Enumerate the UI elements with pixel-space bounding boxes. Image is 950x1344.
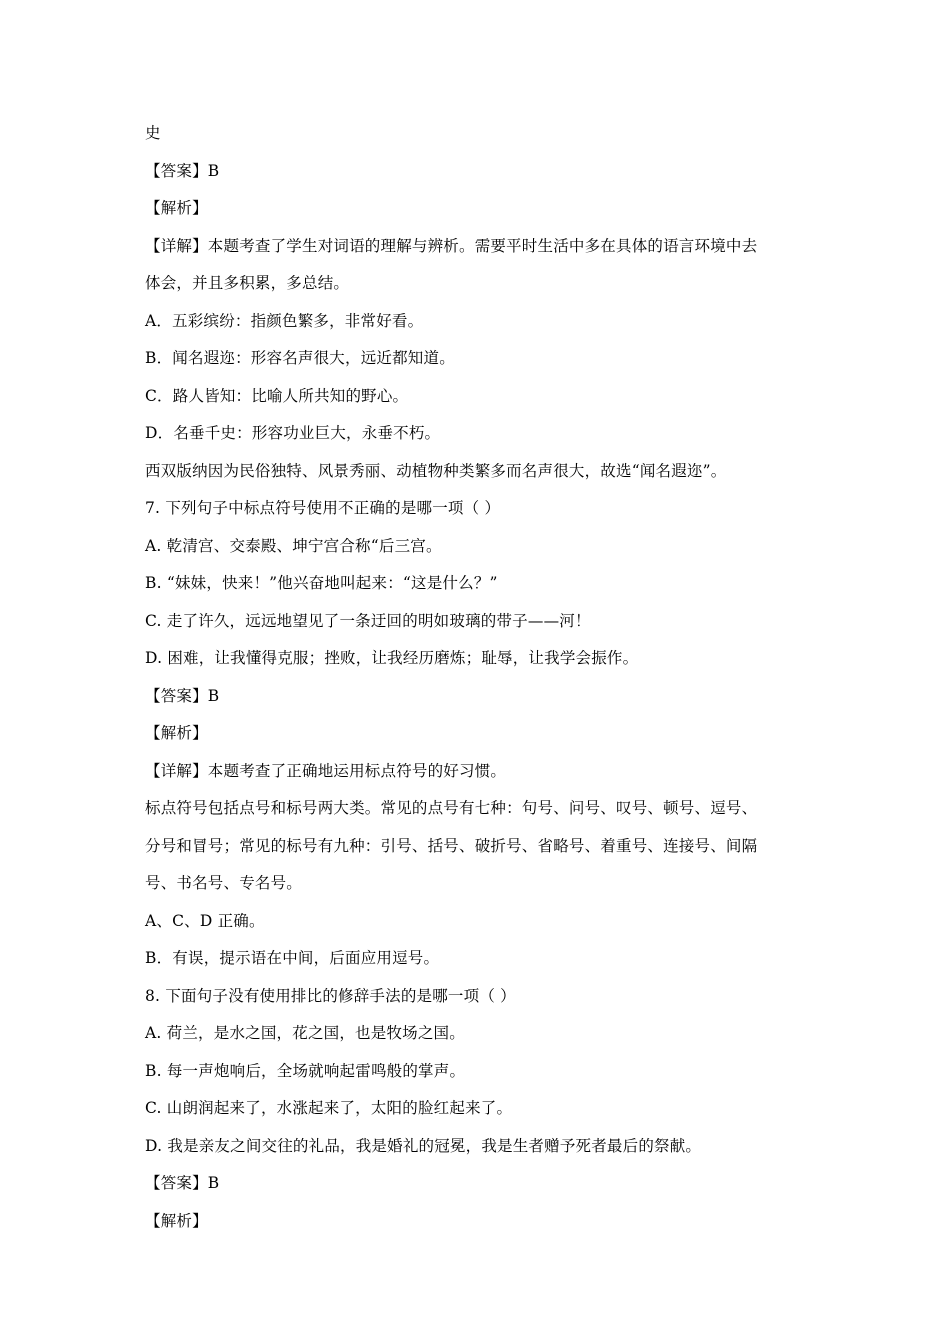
- q8-option-a: A. 荷兰，是水之国，花之国，也是牧场之国。: [145, 1024, 465, 1042]
- q6-analysis-label: 【解析】: [145, 199, 208, 217]
- q7-analysis-label: 【解析】: [145, 724, 208, 742]
- q8-analysis-label: 【解析】: [145, 1212, 208, 1230]
- q7-option-a: A. 乾清宫、交泰殿、坤宁宫合称“后三宫。: [145, 537, 442, 555]
- q6-explain-a: A．五彩缤纷：指颜色繁多，非常好看。: [145, 312, 424, 330]
- q7-para-line3: 号、书名号、专名号。: [145, 874, 303, 892]
- q6-answer: 【答案】B: [145, 162, 220, 180]
- q7-question: 7. 下列句子中标点符号使用不正确的是哪一项（ ）: [145, 499, 501, 517]
- q8-question: 8. 下面句子没有使用排比的修辞手法的是哪一项（ ）: [145, 987, 516, 1005]
- q8-option-d: D. 我是亲友之间交往的礼品，我是婚礼的冠冕，我是生者赠予死者最后的祭献。: [145, 1137, 702, 1155]
- q7-option-b: B. “妹妹，快来！”他兴奋地叫起来：“这是什么？”: [145, 574, 498, 592]
- q8-option-c: C. 山朗润起来了，水涨起来了，太阳的脸红起来了。: [145, 1099, 513, 1117]
- q7-answer: 【答案】B: [145, 687, 220, 705]
- q6-explain-d: D．名垂千史：形容功业巨大，永垂不朽。: [145, 424, 441, 442]
- q7-para-line1: 标点符号包括点号和标号两大类。常见的点号有七种：句号、问号、叹号、顿号、逗号、: [145, 799, 758, 817]
- q6-detail-line2: 体会，并且多积累，多总结。: [145, 274, 350, 292]
- q7-explain-b: B．有误，提示语在中间，后面应用逗号。: [145, 949, 440, 967]
- q8-answer: 【答案】B: [145, 1174, 220, 1192]
- q6-detail-line1: 【详解】本题考查了学生对词语的理解与辨析。需要平时生活中多在具体的语言环境中去: [145, 237, 758, 255]
- q6-explain-b: B．闻名遐迩：形容名声很大，远近都知道。: [145, 349, 455, 367]
- q7-detail: 【详解】本题考查了正确地运用标点符号的好习惯。: [145, 762, 507, 780]
- q7-option-d: D. 困难，让我懂得克服；挫败，让我经历磨炼；耻辱，让我学会振作。: [145, 649, 639, 667]
- q7-para-line2: 分号和冒号；常见的标号有九种：引号、括号、破折号、省略号、着重号、连接号、间隔: [145, 837, 758, 855]
- q8-option-b: B. 每一声炮响后，全场就响起雷鸣般的掌声。: [145, 1062, 466, 1080]
- q6-conclusion: 西双版纳因为民俗独特、风景秀丽、动植物种类繁多而名声很大，故选“闻名遐迩”。: [145, 462, 727, 480]
- q7-option-c: C. 走了许久，远远地望见了一条迂回的明如玻璃的带子——河！: [145, 612, 591, 630]
- q7-correct: A、C、D 正确。: [145, 912, 265, 930]
- q6-continuation: 史: [145, 124, 161, 142]
- q6-explain-c: C．路人皆知：比喻人所共知的野心。: [145, 387, 409, 405]
